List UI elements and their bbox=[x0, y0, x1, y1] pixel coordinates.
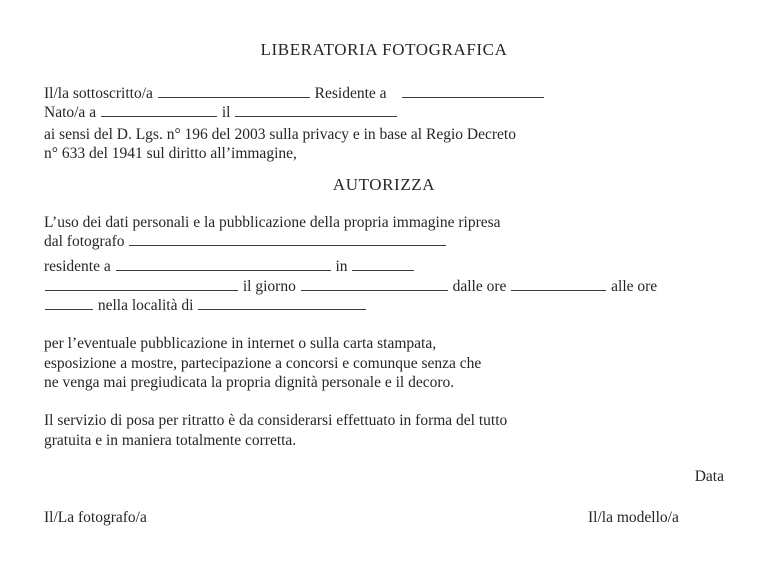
declarant-line-2 bbox=[44, 103, 398, 122]
from-hour-blank[interactable] bbox=[511, 277, 606, 291]
nato-a-blank[interactable] bbox=[101, 103, 217, 117]
locality-blank[interactable] bbox=[198, 296, 366, 310]
service-line-2: gratuita e in maniera totalmente corretta. bbox=[44, 431, 297, 449]
shoot-address-blank[interactable] bbox=[45, 277, 238, 291]
purpose-paragraph bbox=[44, 334, 481, 393]
photographer-blank[interactable] bbox=[129, 232, 446, 246]
nato-a-label: Nato/a a bbox=[44, 104, 97, 121]
sottoscritto-blank[interactable] bbox=[158, 84, 310, 98]
purpose-line-2: esposizione a mostre, partecipazione a concorsi e comunque senza che bbox=[44, 354, 482, 372]
sottoscritto-label: Il/la sottoscritto/a bbox=[44, 85, 153, 102]
legal-reference-line-1: ai sensi del D. Lgs. n° 196 del 2003 sulla privacy e in base al Regio Decreto bbox=[44, 126, 516, 143]
photographer-residence-line bbox=[44, 257, 415, 276]
residence-in-label: in bbox=[335, 258, 348, 275]
page-title: LIBERATORIA FOTOGRAFICA bbox=[260, 40, 508, 59]
residente-label: Residente a bbox=[314, 85, 387, 102]
nato-il-blank[interactable] bbox=[235, 103, 397, 117]
legal-reference-line-2: n° 633 del 1941 sul diritto all’immagine, bbox=[44, 145, 297, 162]
photographer-signature-label: Il/La fotografo/a bbox=[44, 509, 147, 526]
declarant-line-1 bbox=[44, 84, 545, 103]
model-signature-label: Il/la modello/a bbox=[588, 509, 679, 526]
residence-blank[interactable] bbox=[116, 257, 331, 271]
photographer-label: dal fotografo bbox=[44, 233, 125, 250]
photographer-line bbox=[44, 232, 447, 251]
residente-blank[interactable] bbox=[402, 84, 544, 98]
day-blank[interactable] bbox=[301, 277, 448, 291]
residence-in-blank[interactable] bbox=[352, 257, 414, 271]
locality-label: nella località di bbox=[97, 297, 194, 314]
residence-label: residente a bbox=[44, 258, 111, 275]
locality-line bbox=[44, 296, 367, 315]
shoot-day-line bbox=[44, 277, 657, 296]
day-label: il giorno bbox=[242, 278, 296, 295]
to-hour-blank[interactable] bbox=[45, 296, 93, 310]
authorization-intro-line: L’uso dei dati personali e la pubblicazione della propria immagine ripresa bbox=[44, 214, 501, 231]
section-heading-autorizza: AUTORIZZA bbox=[332, 175, 436, 194]
from-hour-label: dalle ore bbox=[452, 278, 507, 295]
nato-il-label: il bbox=[221, 104, 231, 121]
purpose-line-1: per l’eventuale pubblicazione in internet o sulla carta stampata, bbox=[44, 335, 437, 352]
date-label: Data bbox=[694, 468, 724, 485]
service-line-1: Il servizio di posa per ritratto è da considerarsi effettuato in forma del tutto bbox=[44, 412, 508, 429]
purpose-line-3: ne venga mai pregiudicata la propria dignità personale e il decoro. bbox=[44, 374, 455, 391]
service-paragraph bbox=[44, 411, 507, 450]
to-hour-label: alle ore bbox=[611, 278, 658, 295]
